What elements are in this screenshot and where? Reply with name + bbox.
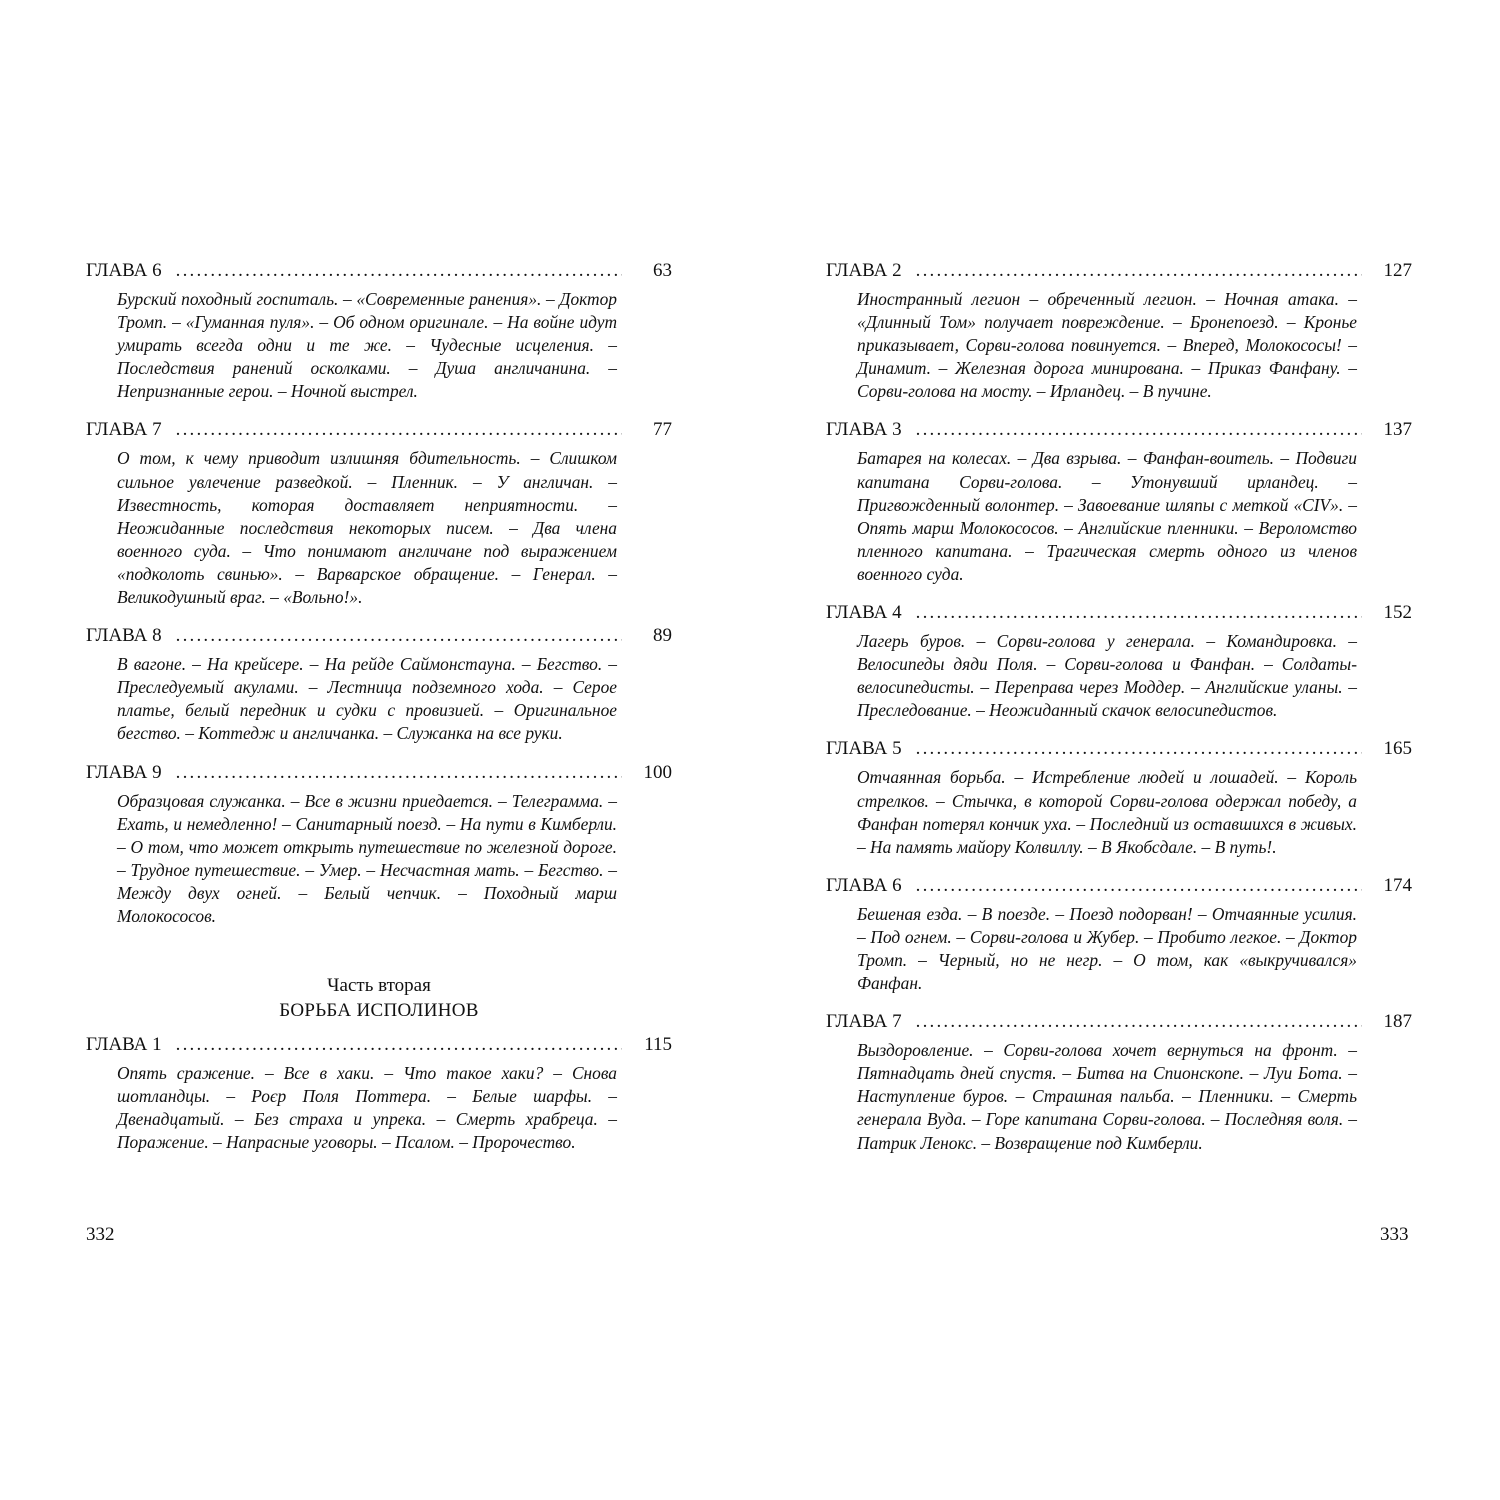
part-subtitle: Часть вторая [327, 975, 431, 997]
dot-leader [916, 873, 1362, 899]
toc-heading-row[interactable] [826, 258, 1412, 284]
chapter-label: ГЛАВА 2 [826, 260, 902, 281]
chapter-summary: Бешеная езда. – В поезде. – Поезд подорван! – Отчаянные усилия. – Под огнем. – Сорви-голова и Жубер. – Пробито легкое. – Доктор Тромп. – Черный, но не негр. – О том, как «выкручивался» Фанфан. [857, 903, 1357, 994]
toc-heading-row[interactable] [86, 417, 672, 443]
toc-heading-row[interactable] [86, 258, 672, 284]
toc-entry [86, 1032, 672, 1154]
page-number: 89 [653, 625, 672, 647]
chapter-label: ГЛАВА 7 [826, 1011, 902, 1033]
chapter-label: ГЛАВА 8 [86, 625, 162, 647]
page-number: 152 [1383, 602, 1412, 624]
toc-entry [826, 417, 1412, 586]
right-page [826, 258, 1412, 1169]
chapter-label: ГЛАВА 1 [86, 1034, 162, 1056]
toc-entry [86, 417, 672, 609]
chapter-summary: Лагерь буров. – Сорви-голова у генерала. – Командировка. – Велосипеды дяди Поля. – Сорви-голова и Фанфан. – Солдаты-велосипедисты. – Переправа через Моддер. – Английские уланы. – Преследование. – Неожиданный скачок велосипедистов. [857, 631, 1357, 721]
part-heading [86, 974, 672, 1024]
page-folio-left: 332 [86, 1224, 115, 1245]
dot-leader [176, 1032, 622, 1058]
dot-leader [916, 417, 1362, 443]
chapter-label: ГЛАВА 6 [86, 260, 162, 281]
dot-leader [916, 1009, 1362, 1035]
page-number: 127 [1383, 260, 1412, 281]
toc-entry [86, 623, 672, 745]
page-number: 100 [643, 761, 672, 783]
chapter-label: ГЛАВА 6 [826, 874, 902, 896]
dot-leader [176, 760, 622, 786]
toc-heading-row[interactable] [826, 736, 1412, 762]
toc-entry [86, 760, 672, 929]
toc-heading-row[interactable] [86, 1032, 672, 1058]
toc-heading-row[interactable] [826, 873, 1412, 899]
chapter-summary: Выздоровление. – Сорви-голова хочет вернуться на фронт. – Пятнадцать дней спустя. – Битва на Спионскопе. – Луи Бота. – Наступление буров. – Страшная пальба. – Пленники. – Смерть генерала Вуда. – Горе капитана Сорви-голова. – Последняя воля. – Патрик Ленокс. – Возвращение под Кимберли. [857, 1040, 1357, 1153]
page-number: 187 [1383, 1011, 1412, 1033]
page-number: 137 [1383, 419, 1412, 441]
toc-heading-row[interactable] [86, 623, 672, 649]
chapter-summary: Отчаянная борьба. – Истребление людей и лошадей. – Король стрелков. – Стычка, в которой Сорви-голова одержал победу, а Фанфан потерял кончик уха. – Последний из оставшихся в живых. – На память майору Колвиллу. – В Якобсдале. – В путь!. [857, 767, 1357, 857]
toc-entry [86, 258, 672, 403]
chapter-summary: В вагоне. – На крейсере. – На рейде Саймонстауна. – Бегство. – Преследуемый акулами. – Лестница подземного хода. – Серое платье, белый передник и судки с провизией. – Оригинальное бегство. – Коттедж и англичанка. – Служанка на все руки. [117, 654, 617, 744]
toc-heading-row[interactable] [826, 1009, 1412, 1035]
chapter-summary: Батарея на колесах. – Два взрыва. – Фанфан-воитель. – Подвиги капитана Сорви-голова. – Утонувший ирландец. – Пригвожденный волонтер. – Завоевание шляпы с меткой «CIV». – Опять марш Молокососов. – Английские пленники. – Вероломство пленного капитана. – Трагическая смерть одного из членов военного суда. [857, 448, 1357, 584]
toc-entry [826, 1009, 1412, 1154]
dot-leader [176, 417, 622, 443]
toc-heading-row[interactable] [86, 760, 672, 786]
dot-leader [916, 258, 1362, 284]
dot-leader [176, 258, 622, 284]
page-number: 165 [1383, 738, 1412, 760]
page-number: 63 [653, 260, 672, 281]
page-number: 115 [644, 1034, 672, 1056]
chapter-label: ГЛАВА 7 [86, 419, 162, 441]
toc-heading-row[interactable] [826, 600, 1412, 626]
page-number: 77 [653, 419, 672, 441]
page-number: 174 [1383, 874, 1412, 896]
chapter-label: ГЛАВА 9 [86, 761, 162, 783]
chapter-summary: Бурский походный госпиталь. – «Современные ранения». – Доктор Тромп. – «Гуманная пуля». – Об одном оригинале. – На войне идут умирать всегда одни и те же. – Чудесные исцеления. – Последствия ранений осколками. – Душа англичанина. – Непризнанные герои. – Ночной выстрел. [117, 289, 617, 402]
part-title: БОРЬБА ИСПОЛИНОВ [279, 1000, 479, 1022]
toc-heading-row[interactable] [826, 417, 1412, 443]
toc-entry [826, 600, 1412, 722]
dot-leader [916, 600, 1362, 626]
chapter-summary: Образцовая служанка. – Все в жизни приедается. – Телеграмма. – Ехать, и немедленно! – Санитарный поезд. – На пути в Кимберли. – О том, что может открыть путешествие по железной дороге. – Трудное путешествие. – Умер. – Несчастная мать. – Бегство. – Между двух огней. – Белый чепчик. – Походный марш Молокососов. [117, 790, 617, 926]
toc-entry [826, 736, 1412, 858]
toc-entry [826, 873, 1412, 995]
dot-leader [916, 736, 1362, 762]
chapter-summary: О том, к чему приводит излишняя бдительность. – Слишком сильное увлечение разведкой. – Пленник. – У англичан. – Известность, которая доставляет неприятности. – Неожиданные последствия некоторых писем. – Два члена военного суда. – Что понимают англичане под выражением «подколоть свинью». – Варварское обращение. – Генерал. – Великодушный враг. – «Вольно!». [117, 448, 617, 608]
chapter-summary: Опять сражение. – Все в хаки. – Что такое хаки? – Снова шотландцы. – Роєр Поля Поттера. – Белые шарфы. – Двенадцатый. – Без страха и упрека. – Смерть храбреца. – Поражение. – Напрасные уговоры. – Псалом. – Пророчество. [117, 1063, 617, 1153]
left-page [86, 258, 672, 1168]
toc-entry [826, 258, 1412, 403]
chapter-label: ГЛАВА 3 [826, 419, 902, 441]
chapter-label: ГЛАВА 5 [826, 738, 902, 760]
page-folio-right: 333 [1380, 1224, 1409, 1245]
dot-leader [176, 623, 622, 649]
chapter-summary: Иностранный легион – обреченный легион. – Ночная атака. – «Длинный Том» получает повреждение. – Бронепоезд. – Кронье приказывает, Сорви-голова повинуется. – Вперед, Молокососы! – Динамит. – Железная дорога минирована. – Приказ Фанфану. – Сорви-голова на мосту. – Ирландец. – В пучине. [857, 289, 1357, 402]
chapter-label: ГЛАВА 4 [826, 602, 902, 624]
